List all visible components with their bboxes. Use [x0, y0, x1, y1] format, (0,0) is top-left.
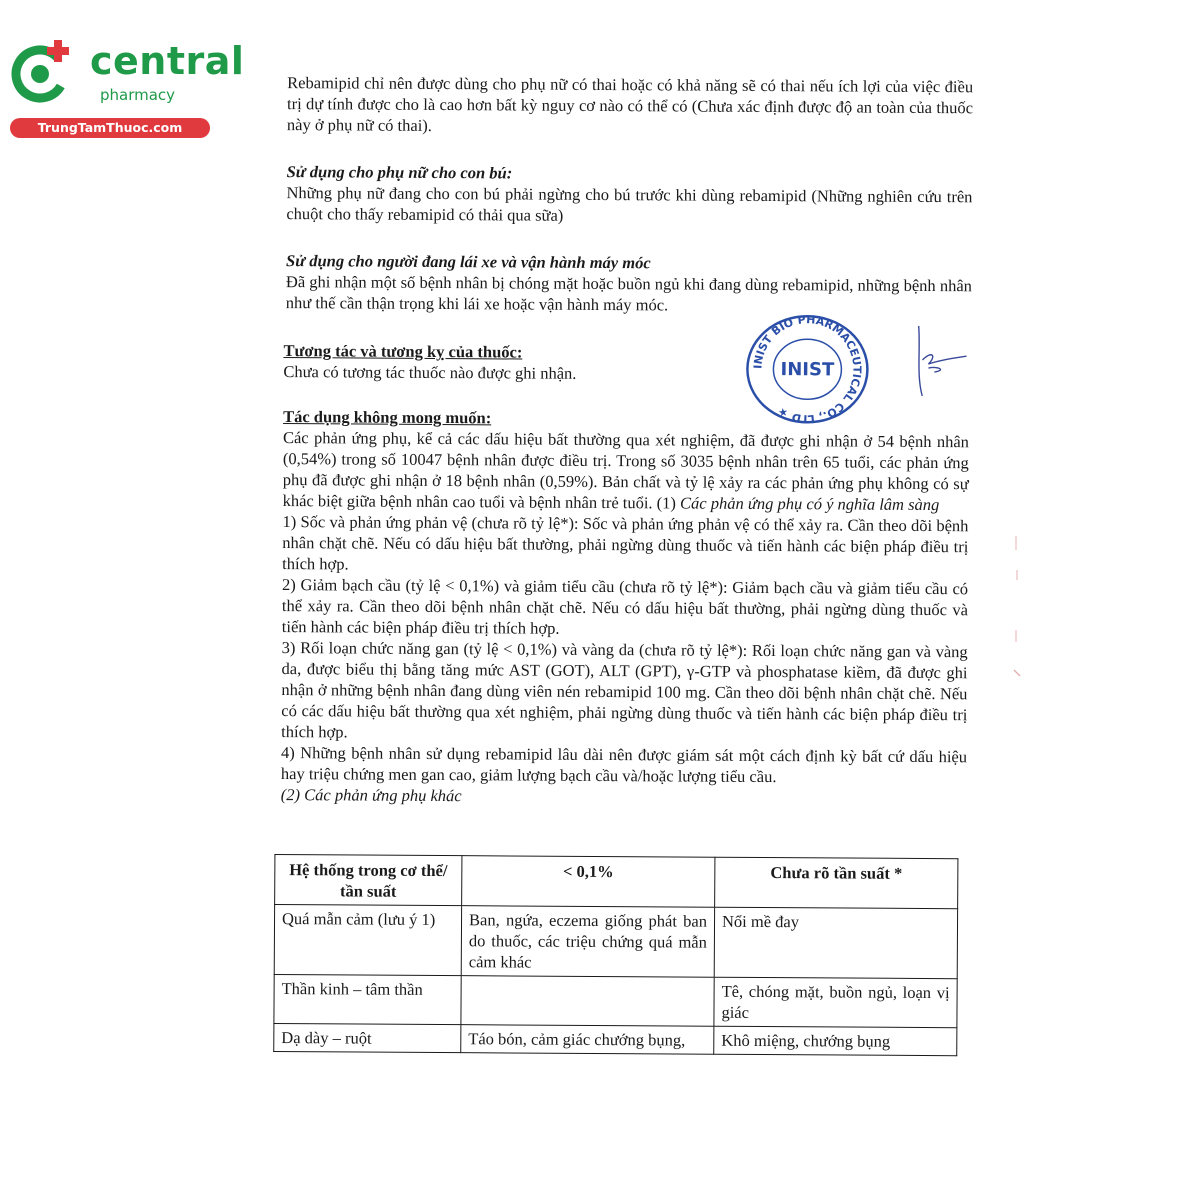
pregnancy-paragraph: Rebamipid chỉ nên được dùng cho phụ nữ có thai hoặc có khả năng sẽ có thai nếu ích lợi của việc điều trị dự tính được cho là cao hơn bất kỳ nguy cơ nào có thể có (Chưa xác định được độ an toàn của thuốc này ở phụ nữ có thai).	[286, 73, 974, 135]
signature-icon	[906, 320, 976, 400]
table-header-unknown: Chưa rõ tần suất *	[715, 857, 958, 908]
brand-website: TrungTamThuoc.com	[10, 118, 210, 138]
adverse-item-1: 1) Sốc và phản ứng phản vệ (chưa rõ tỷ lệ*): Sốc và phản ứng phản vệ có thể xảy ra. Cần theo dõi bệnh nhân chặt chẽ. Nếu có dấu hiệu bất thường, phải ngừng dùng thuốc và tiến hành các biện pháp điều trị thích hợp.	[282, 512, 969, 574]
adverse-item-2: 2) Giảm bạch cầu (tỷ lệ < 0,1%) và giảm tiểu cầu (chưa rõ tỷ lệ*): Giảm bạch cầu và giảm tiểu cầu có thể xảy ra. Cần theo dõi bệnh nhân chặt chẽ. Nếu có dấu hiệu bất thường, phải ngừng dùng thuốc và tiến hành các biện pháp điều trị thích hợp.	[281, 575, 969, 638]
adverse-item-3: 3) Rối loạn chức năng gan (tỷ lệ < 0,1%) và vàng da (chưa rõ tỷ lệ*): Rối loạn chức năng gan và vàng da, được biểu thị bằng tăng mức AST (GOT), ALT (GPT), γ-GTP và phosphatase kiềm, đã được ghi nhận ở những bệnh nhân đang dùng viên nén rebamipid 100 mg. Cần theo dõi bệnh nhân chặt chẽ. Nếu có các dấu hiệu bất thường qua xét nghiệm, phải ngừng dùng thuốc và tiến hành các biện pháp điều trị thích hợp.	[281, 638, 968, 742]
table-cell: Nổi mề đay	[714, 907, 957, 978]
table-cell: Dạ dày – ruột	[274, 1024, 461, 1053]
stamp-ring-text: INIST BIO PHARMACEUTICAL CO., LTD ★	[751, 313, 864, 426]
table-cell	[461, 976, 714, 1027]
stamp-center-text: INIST	[780, 359, 835, 381]
adverse-heading: Tác dụng không mong muốn:	[283, 407, 492, 428]
breastfeeding-section	[286, 161, 972, 228]
adverse-effects-section	[281, 406, 969, 809]
driving-heading: Sử dụng cho người đang lái xe và vận hành máy móc	[286, 251, 651, 273]
breastfeeding-heading: Sử dụng cho phụ nữ cho con bú:	[286, 162, 513, 183]
table-cell: Tê, chóng mặt, buồn ngủ, loạn vị giác	[714, 977, 957, 1027]
table-cell: Táo bón, cảm giác chướng bụng,	[461, 1025, 714, 1055]
table-header-rare: < 0,1%	[462, 856, 715, 908]
brand-subtitle: pharmacy	[100, 86, 176, 104]
brand-name: central	[90, 39, 245, 83]
table-row	[274, 1024, 957, 1056]
table-header-row	[275, 855, 958, 909]
adverse-effects-table	[273, 854, 958, 1056]
driving-text: Đã ghi nhận một số bệnh nhân bị chóng mặt hoặc buồn ngủ khi đang dùng rebamipid, những bệnh nhân như thế cần thận trọng khi lái xe hoặc vận hành máy móc.	[285, 272, 972, 315]
interactions-text: Chưa có tương tác thuốc nào được ghi nhận.	[283, 362, 577, 383]
table-row	[274, 975, 957, 1028]
table-cell: Khô miệng, chướng bụng	[714, 1026, 957, 1055]
other-reactions-label: (2) Các phản ứng phụ khác	[280, 785, 462, 806]
table-header-system: Hệ thống trong cơ thể/ tần suất	[275, 855, 462, 906]
interactions-heading: Tương tác và tương kỵ của thuốc:	[283, 341, 523, 362]
adverse-intro: Các phản ứng phụ, kể cả các dấu hiệu bất thường qua xét nghiệm, đã được ghi nhận ở 54 bệnh nhân (0,54%) trong số 10047 bệnh nhân được điều trị. Trong số 3035 bệnh nhân trên 65 tuổi, các phản ứng phụ đã được ghi nhận ở 18 bệnh nhân (0,59%). Bản chất và tỷ lệ xảy ra các phản ứng phụ không có sự khác biệt giữa bệnh nhân cao tuổi và bệnh nhân trẻ tuổi. (1) Các phản ứng phụ có ý nghĩa lâm sàng	[282, 428, 970, 515]
table-cell: Thần kinh – tâm thần	[274, 975, 461, 1025]
driving-section	[286, 250, 972, 317]
breastfeeding-text: Những phụ nữ đang cho con bú phải ngừng cho bú trước khi dùng rebamipid (Những nghiên cứu trên chuột cho thấy rebamipid có thải qua sữa)	[286, 183, 973, 225]
table-cell: Quá mẫn cảm (lưu ý 1)	[274, 905, 461, 976]
table-cell: Ban, ngứa, eczema giống phát ban do thuốc, các triệu chứng quá mẫn cảm khác	[461, 906, 714, 978]
scan-marks	[1008, 530, 1022, 690]
table-row	[274, 905, 957, 979]
interactions-section	[283, 340, 733, 385]
adverse-item-4: 4) Những bệnh nhân sử dụng rebamipid lâu dài nên được giám sát một cách định kỳ bất cứ dấu hiệu hay triệu chứng men gan cao, giảm lượng bạch cầu và/hoặc lượng tiểu cầu.	[280, 743, 968, 787]
